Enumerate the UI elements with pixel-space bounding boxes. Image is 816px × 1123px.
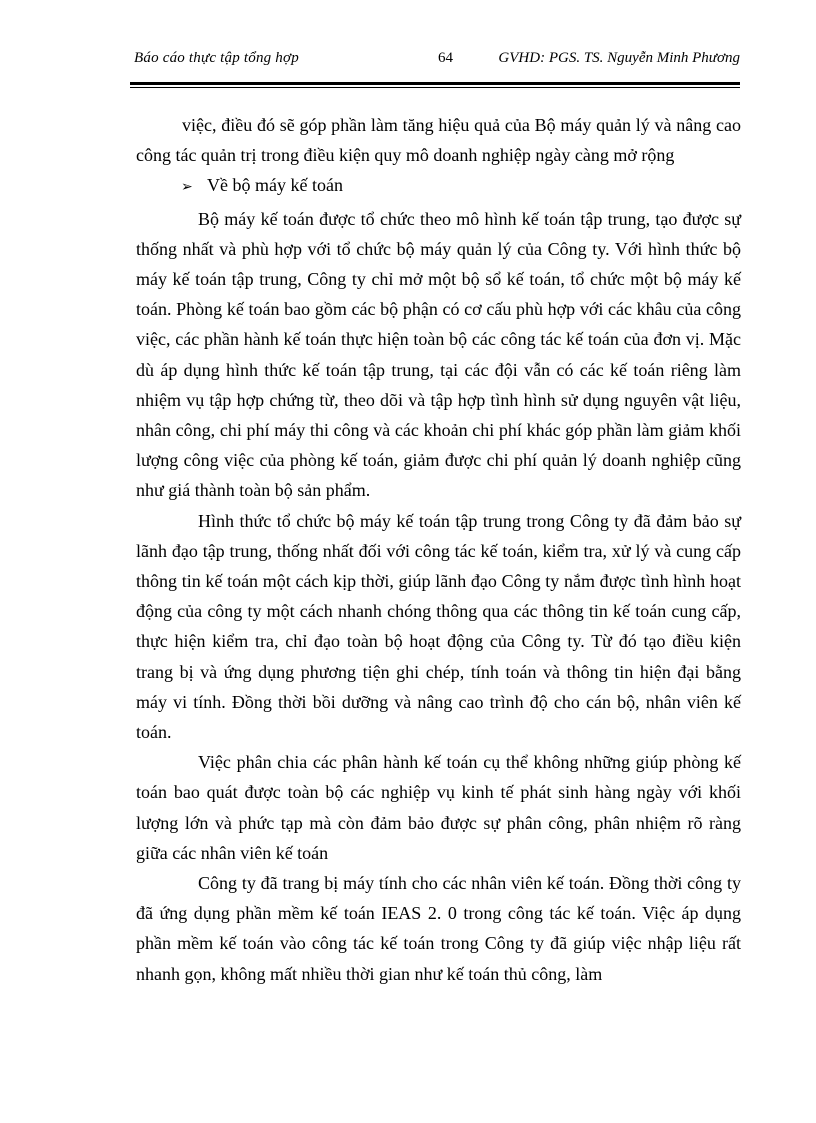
section-heading-text: Về bộ máy kế toán <box>207 175 343 196</box>
supervisor-label: GVHD: PGS. TS. Nguyễn Minh Phương <box>498 50 740 66</box>
paragraph-3: Hình thức tổ chức bộ máy kế toán tập trung trong Công ty đã đảm bảo sự lãnh đạo tập trung, thống nhất đối với công tác kế toán, kiểm tra, xử lý và cung cấp thông tin kế toán một cách kịp thời, giúp lãnh đạo Công ty nắm được tình hình hoạt động của công ty một cách nhanh chóng thông qua các thông tin kế toán cung cấp, thực hiện kiểm tra, chỉ đạo toàn bộ hoạt động của Công ty. Từ đó tạo điều kiện trang bị và ứng dụng phương tiện ghi chép, tính toán và thông tin hiện đại bằng máy vi tính. Đồng thời bồi dưỡng và nâng cao trình độ cho cán bộ, nhân viên kế toán. <box>136 510 741 743</box>
paragraph-4: Việc phân chia các phân hành kế toán cụ thể không những giúp phòng kế toán bao quát được toàn bộ các nghiệp vụ kinh tế phát sinh hàng ngày với khối lượng lớn và phức tạp mà còn đảm bảo được sự phân công, phân nhiệm rõ ràng giữa các nhân viên kế toán <box>136 752 741 863</box>
header-divider-thin <box>130 87 740 88</box>
arrow-bullet-icon: ➢ <box>181 180 193 196</box>
paragraph-5: Công ty đã trang bị máy tính cho các nhân viên kế toán. Đồng thời công ty đã ứng dụng phần mềm kế toán IEAS 2. 0 trong công tác kế toán. Việc áp dụng phần mềm kế toán vào công tác kế toán trong Công ty đã giúp việc nhập liệu rất nhanh gọn, không mất nhiều thời gian như kế toán thủ công, làm <box>136 873 741 984</box>
report-title: Báo cáo thực tập tổng hợp <box>134 50 299 66</box>
page-number: 64 <box>438 50 453 66</box>
header-divider <box>130 82 740 85</box>
body-content <box>136 110 741 989</box>
paragraph-1: việc, điều đó sẽ góp phần làm tăng hiệu quả của Bộ máy quản lý và nâng cao công tác quản trị trong điều kiện quy mô doanh nghiệp ngày càng mở rộng <box>136 115 741 166</box>
section-heading <box>136 170 741 203</box>
paragraph-2: Bộ máy kế toán được tổ chức theo mô hình kế toán tập trung, tạo được sự thống nhất và phù hợp với tổ chức bộ máy quản lý của Công ty. Với hình thức bộ máy kế toán tập trung, Công ty chỉ mở một bộ sổ kế toán, tổ chức một bộ máy kế toán. Phòng kế toán bao gồm các bộ phận có cơ cấu phù hợp với các khâu của công việc, các phần hành kế toán thực hiện toàn bộ các công tác kế toán của đơn vị. Mặc dù áp dụng hình thức kế toán tập trung, tại các đội vẫn có các kế toán riêng làm nhiệm vụ tập hợp chứng từ, theo dõi và tập hợp tình hình sử dụng nguyên vật liệu, nhân công, chi phí máy thi công và các khoản chi phí khác góp phần làm giảm khối lượng công việc của phòng kế toán, giảm được chi phí quản lý doanh nghiệp cũng như giá thành toàn bộ sản phẩm. <box>136 208 741 501</box>
page-header <box>118 38 740 78</box>
